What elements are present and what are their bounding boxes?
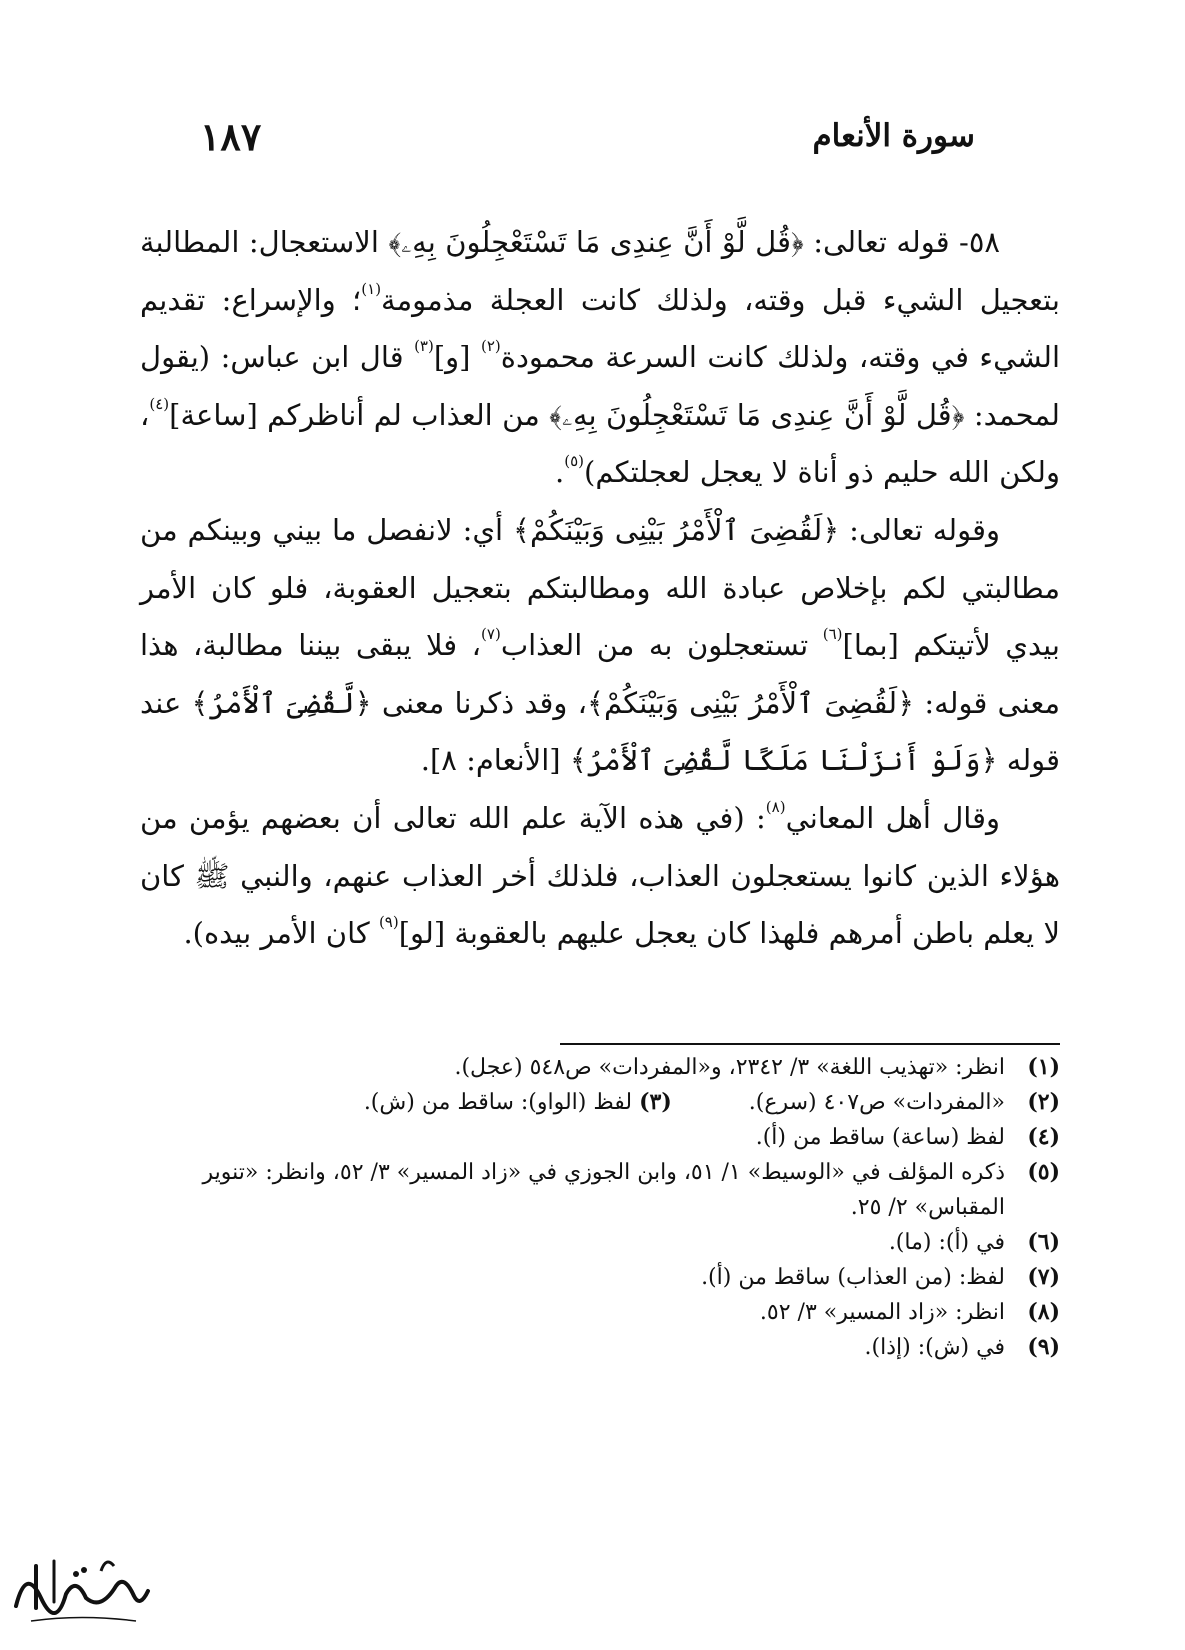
footnote-text: في (أ): (ما). [888,1230,1005,1255]
footnote-text: انظر: «تهذيب اللغة» ٣/ ٢٣٤٢، و«المفردات» ص٥٤٨ (عجل). [454,1055,1005,1080]
footnote-item [140,1260,1060,1295]
footnote-marker[interactable]: (٢) [480,337,501,356]
footnote-text: «المفردات» ص٤٠٧ (سرع). [748,1090,1005,1115]
paragraph-qudiya-al-amr [140,502,1060,790]
text-span: [الأنعام: ٨]. [420,743,570,778]
quran-quote: ﴿وَلَوْ أَنزَلْنَا مَلَكًا لَّقُضِىَ ٱلْأَمْرُ﴾ [569,743,998,778]
footnote-divider [560,1043,1060,1045]
footnote-number: (٢) [1027,1089,1060,1115]
footnote-text: لفظ (الواو): ساقط من (ش). [363,1090,633,1115]
main-text [140,214,1060,963]
footnote-number: (٦) [1027,1229,1060,1255]
page-header [200,114,975,178]
footnote-text: انظر: «زاد المسير» ٣/ ٥٢. [759,1300,1005,1325]
paragraph-verse-58 [140,214,1060,502]
footnote-item [140,1050,1060,1085]
footnote-number: (٩) [1027,1334,1060,1360]
footnote-number: (٨) [1027,1299,1060,1325]
footnote-item [140,1330,1060,1365]
footnote-text: في (ش): (إذا). [864,1335,1005,1360]
footnote-number: (٤) [1027,1124,1060,1150]
text-span: تستعجلون به من العذاب [500,628,823,663]
footnote-item [140,1155,1060,1225]
footnote-marker[interactable]: (٩) [378,913,399,932]
footnote-number: (٥) [1027,1159,1060,1185]
footnote-text: ذكره المؤلف في «الوسيط» ١/ ٥١، وابن الجوزي في «زاد المسير» ٣/ ٥٢، وانظر: «تنوير المقباس» ٢/ ٢٥. [202,1160,1005,1220]
text-span: : (في هذه الآية علم الله تعالى أن بعضهم يؤمن من هؤلاء الذين كانوا يستعجلون العذاب، فلذلك أخر العذاب عنهم، والنبي ﷺ كان لا يعلم باطن أمرهم فلهذا كان يعجل عليهم بالعقوبة [لو] [140,800,1060,951]
footnote-number: (٧) [1027,1264,1060,1290]
surah-title: سورة الأنعام [812,118,975,154]
text-span: ، وقد ذكرنا معنى [371,685,587,720]
text-span: الاستعجال: المطالبة بتعجيل الشيء قبل وقته، ولذلك كانت العجلة مذمومة [140,225,1060,317]
quran-quote: ﴿لَّقُضِىَ ٱلْأَمْرُ﴾ [191,685,372,720]
page-number: ١٨٧ [200,114,262,159]
text-span: عند قوله [140,685,1060,778]
paragraph-ahl-al-maani [140,790,1060,963]
footnote-item [140,1295,1060,1330]
text-span: أي: لانفصل ما بيني وبينكم من مطالبتي لكم بإخلاص عبادة الله ومطالبتكم بتعجيل العقوبة، فلو كان الأمر بيدي لأتيتكم [بما] [140,512,1060,663]
footnotes [140,1050,1060,1365]
footnote-item [140,1225,1060,1260]
footnote-text: لفظ (ساعة) ساقط من (أ). [755,1125,1005,1150]
text-span: ؛ والإسراع: تقديم الشيء في وقته، ولذلك كانت السرعة محمودة [140,282,1061,375]
footnote-text: لفظ: (من العذاب) ساقط من (أ). [701,1265,1005,1290]
quran-quote: ﴿قُل لَّوْ أَنَّ عِندِى مَا تَسْتَعْجِلُونَ بِهِۦ﴾ [549,397,965,432]
footnote-item [140,1120,1060,1155]
footnote-marker[interactable]: (٧) [481,625,501,644]
text-span: ٥٨- قوله تعالى: [803,225,1000,259]
text-span: وقوله تعالى: [839,512,1000,547]
footnote-number: (١) [1027,1054,1060,1080]
text-span: وقال أهل المعاني [785,800,1000,835]
footnote-marker[interactable]: (٨) [765,797,786,816]
footnote-item [140,1085,1060,1120]
text-span: قال ابن عباس: (يقول لمحمد: [140,340,1060,432]
footnote-marker[interactable]: (٣) [414,337,434,356]
text-span: من العذاب لم أناظركم [ساعة] [169,397,550,432]
footnote-marker[interactable]: (١) [361,279,382,298]
text-span: كان الأمر بيده). [183,916,379,951]
watermark-logo-icon [6,1536,156,1636]
text-span: [و] [433,340,481,375]
text-span: ، ولكن الله حليم ذو أناة لا يعجل لعجلتكم) [140,397,1060,490]
quran-quote: ﴿قُل لَّوْ أَنَّ عِندِى مَا تَسْتَعْجِلُونَ بِهِۦ﴾ [388,225,804,259]
text-span: . [555,455,565,490]
footnote-number: (٣) [639,1089,672,1115]
text-span: ، فلا يبقى بيننا مطالبة، هذا معنى قوله: [140,628,1061,720]
footnote-marker[interactable]: (٥) [564,452,585,471]
quran-quote: ﴿لَقُضِىَ ٱلْأَمْرُ بَيْنِى وَبَيْنَكُمْ﴾ [587,685,915,720]
quran-quote: ﴿لَقُضِىَ ٱلْأَمْرُ بَيْنِى وَبَيْنَكُمْ﴾ [513,512,840,547]
footnote-marker[interactable]: (٤) [149,394,170,413]
footnote-marker[interactable]: (٦) [822,625,843,644]
